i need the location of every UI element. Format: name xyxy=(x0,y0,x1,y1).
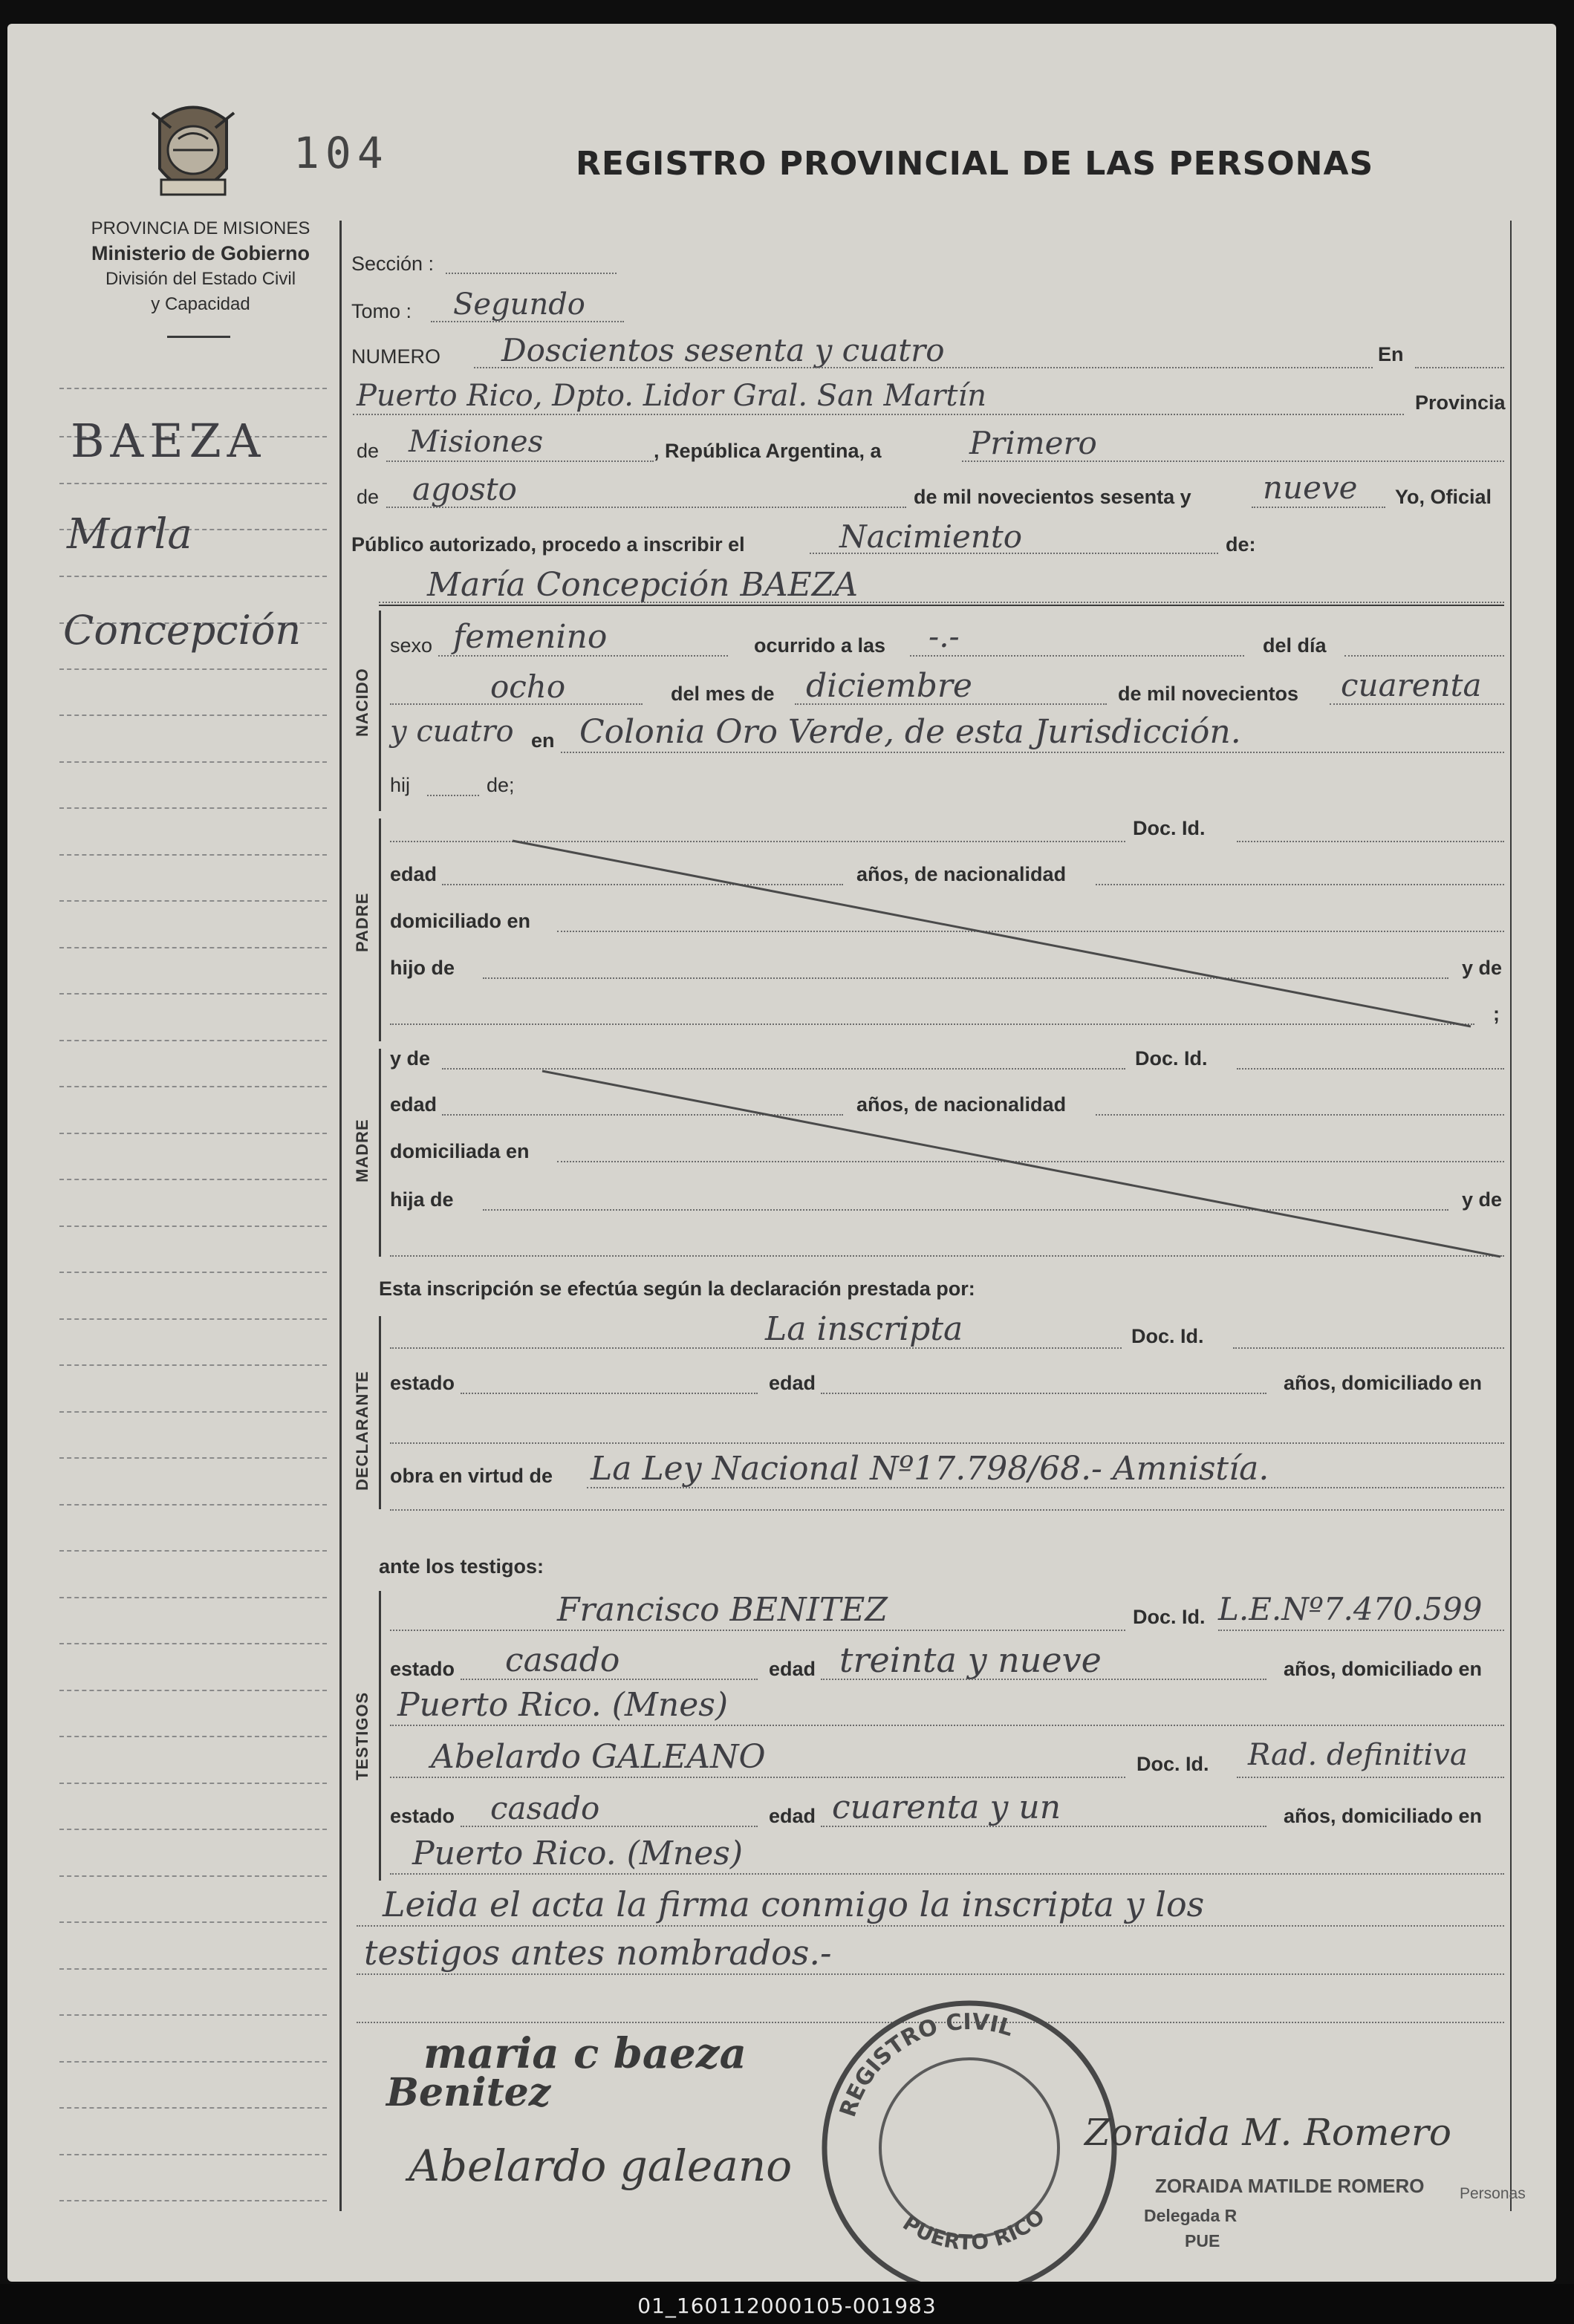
label-esta-inscripcion: Esta inscripción se efectúa según la declaración prestada por: xyxy=(379,1277,975,1300)
value-lugar: Puerto Rico, Dpto. Lidor Gral. San Martín xyxy=(357,379,987,413)
label-declarante: DECLARANTE xyxy=(353,1370,371,1491)
margin-surname: BAEZA xyxy=(71,414,267,468)
label-madre-doc: Doc. Id. xyxy=(1135,1047,1208,1070)
signature-official: Zoraida M. Romero xyxy=(1084,2111,1451,2154)
label-declarante-estado: estado xyxy=(390,1372,455,1394)
label-en: En xyxy=(1378,343,1404,365)
label-testigo1-anos: años, domiciliado en xyxy=(1284,1658,1483,1680)
value-provincia: Misiones xyxy=(409,425,544,459)
closing-line-2: testigos antes nombrados.- xyxy=(364,1933,832,1973)
label-mil-sesenta: de mil novecientos sesenta y xyxy=(914,486,1191,508)
value-dia: Primero xyxy=(969,425,1097,461)
svg-text:PUERTO RICO xyxy=(898,2204,1049,2255)
label-declarante-edad: edad xyxy=(769,1372,816,1394)
official-place: PUE xyxy=(1185,2231,1220,2250)
value-testigo2-doc: Rad. definitiva xyxy=(1248,1738,1468,1772)
value-sexo: femenino xyxy=(453,618,608,656)
label-de-mil: de mil novecientos xyxy=(1118,683,1299,705)
closing-line-1: Leida el acta la firma conmigo la inscripta y los xyxy=(383,1884,1205,1924)
official-title: Delegada R xyxy=(1144,2206,1238,2225)
register-page xyxy=(7,24,1556,2282)
value-acto: Nacimiento xyxy=(839,518,1023,555)
value-declarante: La inscripta xyxy=(765,1310,963,1348)
label-testigo2-estado: estado xyxy=(390,1805,455,1827)
value-testigo1-estado: casado xyxy=(505,1641,620,1679)
label-sexo: sexo xyxy=(390,634,433,657)
label-de-colon: de: xyxy=(1226,533,1256,556)
label-provincia: Provincia xyxy=(1415,391,1506,414)
label-testigo1-doc: Doc. Id. xyxy=(1133,1606,1206,1628)
official-seal xyxy=(817,1996,1122,2282)
margin-name-2: Concepción xyxy=(63,607,302,654)
signature-inscripta: maria c baeza xyxy=(423,2029,747,2078)
value-mes: agosto xyxy=(412,471,517,507)
label-madre-domicilio: domiciliada en xyxy=(390,1140,530,1162)
testigos-bracket xyxy=(379,1591,381,1881)
value-hora: -.- xyxy=(929,618,960,654)
signature-benitez: Benitez xyxy=(386,2070,551,2115)
label-testigo1-edad: edad xyxy=(769,1658,816,1680)
label-seccion: Sección : xyxy=(351,253,435,275)
header-division: División del Estado Civil xyxy=(105,269,296,289)
label-ocurrido: ocurrido a las xyxy=(754,634,886,657)
label-padre-y-de: y de xyxy=(1462,957,1503,979)
value-mes-nac: diciembre xyxy=(806,667,972,705)
signature-galeano: Abelardo galeano xyxy=(409,2141,793,2191)
label-declarante-anos: años, domiciliado en xyxy=(1284,1372,1483,1394)
label-tomo: Tomo : xyxy=(351,300,412,322)
value-anio: nueve xyxy=(1263,469,1358,506)
label-testigo2-doc: Doc. Id. xyxy=(1136,1753,1209,1775)
label-obra: obra en virtud de xyxy=(390,1465,553,1487)
label-padre: PADRE xyxy=(353,892,371,952)
label-padre-doc: Doc. Id. xyxy=(1133,817,1206,839)
label-padre-nacionalidad: años, de nacionalidad xyxy=(856,863,1067,885)
value-anio-nac-1: cuarenta xyxy=(1341,667,1482,703)
page-title: REGISTRO PROVINCIAL DE LAS PERSONAS xyxy=(576,145,1374,183)
label-nacido: NACIDO xyxy=(353,668,371,737)
label-yo-oficial: Yo, Oficial xyxy=(1395,486,1492,508)
page-number: 104 xyxy=(293,128,389,178)
official-name: ZORAIDA MATILDE ROMERO xyxy=(1155,2175,1425,2197)
declarante-bracket xyxy=(379,1316,381,1509)
value-lugar-nac: Colonia Oro Verde, de esta Jurisdicción. xyxy=(579,713,1241,751)
label-madre: MADRE xyxy=(353,1119,371,1182)
value-nombre: María Concepción BAEZA xyxy=(427,566,859,604)
value-testigo2-domicilio: Puerto Rico. (Mnes) xyxy=(412,1835,744,1872)
value-dia-nac: ocho xyxy=(490,668,566,705)
label-madre-nacionalidad: años, de nacionalidad xyxy=(856,1093,1067,1116)
label-madre-hija: hija de xyxy=(390,1188,454,1211)
header-ministry: Ministerio de Gobierno xyxy=(91,242,310,264)
value-testigo2-edad: cuarenta y un xyxy=(832,1788,1061,1826)
label-madre-y-de-2: y de xyxy=(1462,1188,1503,1211)
padre-crossout xyxy=(7,24,1556,1286)
label-padre-domicilio: domiciliado en xyxy=(390,910,531,932)
label-madre-y-de: y de xyxy=(390,1047,431,1070)
seal-lower-text: PUERTO RICO xyxy=(898,2204,1050,2255)
header-province: PROVINCIA DE MISIONES xyxy=(91,218,310,238)
value-tomo: Segundo xyxy=(453,287,585,322)
label-testigo2-edad: edad xyxy=(769,1805,816,1827)
label-de-semicolon: de; xyxy=(487,774,515,796)
label-publico: Público autorizado, procedo a inscribir el xyxy=(351,533,745,556)
label-hij: hij xyxy=(390,774,411,796)
value-testigo2-estado: casado xyxy=(490,1790,600,1826)
label-de-mes: de xyxy=(357,486,380,508)
value-ley: La Ley Nacional Nº17.798/68.- Amnistía. xyxy=(591,1450,1269,1488)
label-en-lugar: en xyxy=(531,729,555,752)
label-testigo1-estado: estado xyxy=(390,1658,455,1680)
label-del-mes: del mes de xyxy=(671,683,775,705)
label-padre-edad: edad xyxy=(390,863,438,885)
label-republica: , República Argentina, a xyxy=(654,440,882,462)
label-madre-edad: edad xyxy=(390,1093,438,1116)
label-padre-semicolon: ; xyxy=(1493,1003,1500,1025)
margin-name-1: Marla xyxy=(67,510,192,559)
seal-text: REGISTRO CIVIL xyxy=(835,2008,1016,2120)
official-title-tail: Personas xyxy=(1460,2185,1526,2202)
value-testigo1-edad: treinta y nueve xyxy=(839,1640,1102,1680)
value-testigo1-doc: L.E.Nº7.470.599 xyxy=(1218,1591,1483,1627)
label-numero: NUMERO xyxy=(351,345,440,368)
header-capacity: y Capacidad xyxy=(151,294,250,314)
label-del-dia: del día xyxy=(1263,634,1327,657)
value-numero: Doscientos sesenta y cuatro xyxy=(501,332,945,368)
svg-text:REGISTRO CIVIL xyxy=(835,2009,1016,2120)
value-anio-nac-2: y cuatro xyxy=(390,715,514,749)
value-testigo1-domicilio: Puerto Rico. (Mnes) xyxy=(397,1686,729,1724)
file-name: 01_160112000105-001983 xyxy=(637,2294,937,2318)
label-declarante-doc: Doc. Id. xyxy=(1131,1325,1204,1347)
label-testigo2-anos: años, domiciliado en xyxy=(1284,1805,1483,1827)
label-de-provincia: de xyxy=(357,440,380,462)
value-testigo1-nombre: Francisco BENITEZ xyxy=(557,1591,888,1629)
value-testigo2-nombre: Abelardo GALEANO xyxy=(431,1738,766,1776)
label-testigos: TESTIGOS xyxy=(353,1691,371,1780)
label-padre-hijo: hijo de xyxy=(390,957,455,979)
label-ante-testigos: ante los testigos: xyxy=(379,1555,544,1578)
